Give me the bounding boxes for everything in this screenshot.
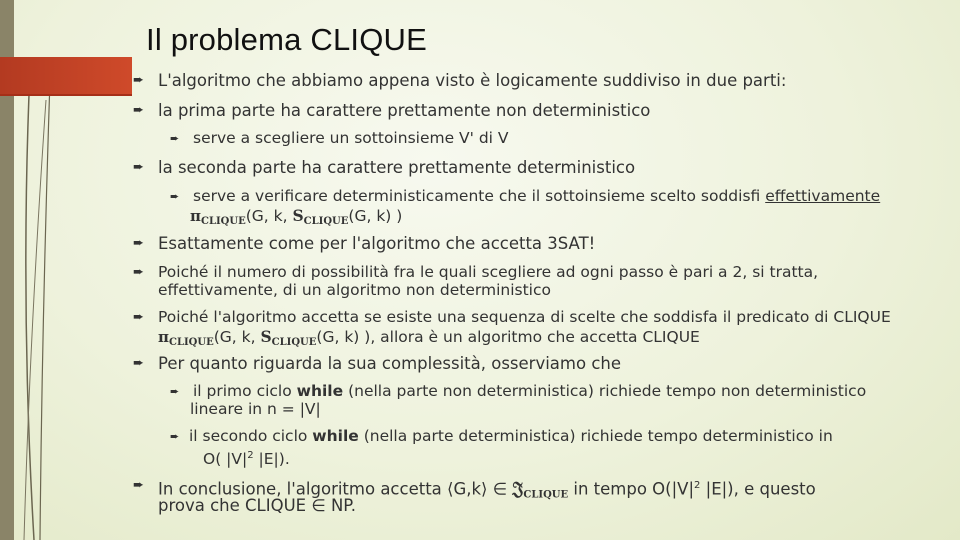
arrow-bullet-icon: ➨ [133,265,144,280]
text-segment: |E|), e questo [700,479,816,499]
arrow-bullet-icon: ➨ [133,103,144,118]
bullet-text: la prima parte ha carattere prettamente non deterministico [158,101,651,120]
bullet-text: serve a scegliere un sottoinsieme V' di V [193,129,509,147]
exponent: 2 [247,450,254,461]
bullet-text: Poiché il numero di possibilità fra le quali scegliere ad ogni passo è pari a 2, si tratta, [158,263,819,281]
text-segment: (nella parte deterministica) richiede tempo deterministico in [358,427,833,445]
arrow-bullet-icon: ➨ [133,356,144,371]
text-segment: serve a verificare deterministicamente che il sottoinsieme scelto soddisfi [193,187,766,205]
arrow-bullet-icon: ➨ [133,236,144,251]
bullet-text [193,382,866,401]
s-subscript: CLIQUE [271,337,317,348]
bullet-text: L'algoritmo che abbiamo appena visto è logicamente suddiviso in due parti: [158,71,787,90]
fraktur-subscript: CLIQUE [523,489,569,501]
exponent: 2 [694,480,701,491]
bullet-text: lineare in n = |V| [190,400,321,418]
text-segment: In conclusione, l'algoritmo accetta [158,479,442,499]
arrow-bullet-icon: ➨ [133,478,144,493]
arrow-bullet-icon: ➨ [133,73,144,88]
s-symbol: S [260,327,272,346]
effettivamente-link[interactable]: effettivamente [765,187,881,205]
formula-args: (G, k) ) [348,207,403,225]
formula-args: (G, k, [213,328,261,346]
bullet-text: la seconda parte ha carattere prettamente deterministico [158,158,636,177]
keyword-while: while [312,427,359,445]
arrow-bullet-icon: ➨ [133,310,144,325]
formula-args: (G, k, [245,207,293,225]
bullet-text [193,187,880,206]
bullet-text: Poiché l'algoritmo accetta se esiste una sequenza di scelte che soddisfa il predicato di CLIQUE [158,308,891,326]
arrow-bullet-icon: ➨ [170,132,180,145]
bullet-text: Per quanto riguarda la sua complessità, osserviamo che [158,354,622,373]
bullet-text [189,427,833,446]
arrow-bullet-icon: ➨ [170,190,180,203]
complexity-formula [203,446,290,469]
bullet-text: Esattamente come per l'algoritmo che accetta 3SAT! [158,234,596,253]
text-segment: il secondo ciclo [189,427,313,445]
tuple-expression: ⟨G,k⟩ ∈ [447,479,513,499]
page-title: Il problema CLIQUE [146,22,427,57]
arrow-bullet-icon: ➨ [170,385,180,398]
formula-args: (G, k) ), allora è un algoritmo che accetta CLIQUE [316,328,700,346]
pi-subscript: CLIQUE [168,337,214,348]
s-subscript: CLIQUE [303,216,349,227]
text-segment: (nella parte non deterministica) richiede tempo non deterministico [343,382,867,400]
text-segment: in tempo O(|V| [568,479,695,499]
formula-line [190,206,402,231]
arrow-bullet-icon: ➨ [170,430,180,443]
text-segment: il primo ciclo [193,382,297,400]
bullet-text: effettivamente, di un algoritmo non deterministico [158,281,551,299]
bullet-text: prova che CLIQUE ∈ NP. [158,496,356,515]
pi-subscript: CLIQUE [200,216,246,227]
pi-symbol: π [158,328,169,346]
s-symbol: S [292,206,304,225]
text-segment: O( |V| [203,450,248,469]
fraktur-i-symbol: 𝔍 [512,478,524,500]
arrow-bullet-icon: ➨ [133,160,144,175]
formula-line [158,327,700,352]
pi-symbol: π [190,207,201,225]
text-segment: |E|). [253,450,290,469]
keyword-while: while [296,382,344,400]
